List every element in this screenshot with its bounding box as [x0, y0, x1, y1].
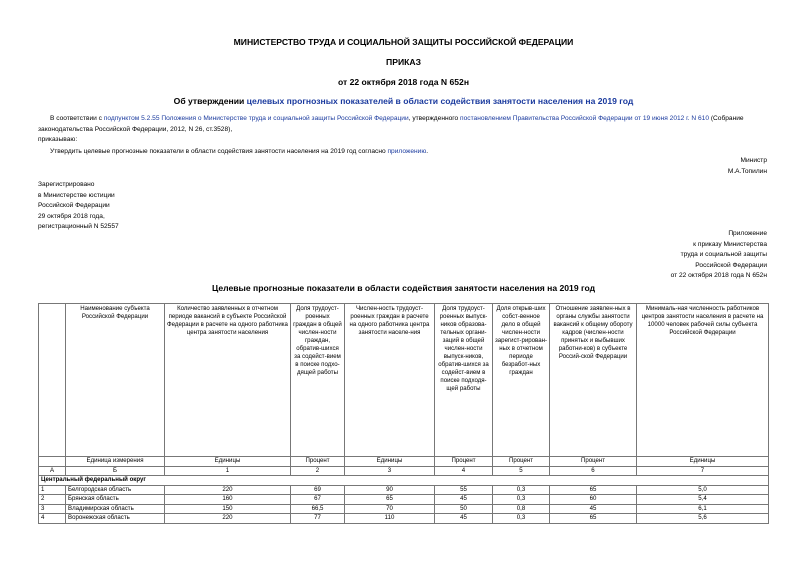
value-cell: 60 [550, 495, 637, 505]
index-row [39, 466, 769, 476]
order-heading: ПРИКАЗ [386, 57, 421, 67]
index-cell: 2 [291, 466, 345, 476]
value-cell: 69 [291, 485, 345, 495]
preamble-text-c: (Собрание законодательства Российской Федерации, 2012, N 26, ст.3528), [38, 115, 744, 133]
table-row [39, 485, 769, 495]
registration-line: Российской Федерации [38, 202, 110, 209]
value-cell: 0,8 [493, 504, 550, 514]
registration-block [38, 180, 119, 233]
unit-cell: Процент [291, 457, 345, 467]
ministry-heading: МИНИСТЕРСТВО ТРУДА И СОЦИАЛЬНОЙ ЗАЩИТЫ РОССИЙСКОЙ ФЕДЕРАЦИИ [233, 37, 574, 47]
approve-paragraph [50, 148, 428, 155]
preamble-text-a: В соответствии с [50, 115, 104, 122]
region-name: Белгородская область [66, 485, 165, 495]
unit-cell: Единица измерения [66, 457, 165, 467]
registration-line: в Министерстве юстиции [38, 191, 115, 199]
unit-cell: Единицы [165, 457, 291, 467]
unit-cell [39, 457, 66, 467]
header-cell: Наименование субъекта Российской Федерации [66, 304, 165, 457]
unit-cell: Единицы [345, 457, 435, 467]
index-cell: 7 [637, 466, 769, 476]
unit-cell: Процент [435, 457, 493, 467]
value-cell: 220 [165, 485, 291, 495]
subject-link[interactable]: целевых прогнозных показателей в области содействия занятости населения на 2019 год [246, 96, 634, 106]
header-cell [39, 304, 66, 457]
index-cell: 5 [493, 466, 550, 476]
signature-name: М.А.Топилин [727, 168, 767, 175]
value-cell: 45 [435, 514, 493, 524]
header-cell: Доля трудоуст-роенных граждан в общей числен-ности граждан, обратив-шихся за содейст-вием в поиске подхо-дящей работы [291, 304, 345, 457]
unit-cell: Единицы [637, 457, 769, 467]
index-cell: 1 [165, 466, 291, 476]
header-cell: Отношение заявлен-ных в органы службы занятости вакансий к общему обороту кадров (числен-ности принятых и выбывших работни-ков) в субъекте Россий-ской Федерации [550, 304, 637, 457]
table-row [39, 504, 769, 514]
appendix-line: Приложение [728, 230, 767, 237]
value-cell: 55 [435, 485, 493, 495]
index-cell: 6 [550, 466, 637, 476]
value-cell: 5,6 [637, 514, 769, 524]
value-cell: 70 [345, 504, 435, 514]
resolution-link[interactable]: постановлением Правительства Российской Федерации от 19 июня 2012 г. N 610 [460, 115, 710, 122]
appendix-line: от 22 октября 2018 года N 652н [670, 272, 767, 280]
value-cell: 45 [550, 504, 637, 514]
row-number: 4 [39, 514, 66, 524]
header-cell: Доля открыв-ших собст-венное дело в общей числен-ности зарегист-рирован-ных в отчетном периоде безработ-ных граждан [493, 304, 550, 457]
registration-line: 29 октября 2018 года, [38, 212, 105, 220]
table-row [39, 495, 769, 505]
appendix-line: к приказу Министерства [693, 240, 767, 248]
subject-prefix: Об утверждении [173, 96, 247, 106]
header-cell: Числен-ность трудоуст-роенных граждан в расчете на одного работника центра занятости населе-ния [345, 304, 435, 457]
value-cell: 66,5 [291, 504, 345, 514]
region-name: Воронежская область [66, 514, 165, 524]
indicators-table [38, 303, 769, 524]
value-cell: 0,3 [493, 495, 550, 505]
table-row [39, 514, 769, 524]
order-date: от 22 октября 2018 года N 652н [337, 77, 470, 87]
signature-title: Министр [740, 157, 767, 164]
value-cell: 65 [550, 514, 637, 524]
preamble-text-b: , утвержденного [408, 115, 461, 122]
value-cell: 110 [345, 514, 435, 524]
value-cell: 45 [435, 495, 493, 505]
row-number: 1 [39, 485, 66, 495]
appendix-line: труда и социальной защиты [680, 251, 767, 259]
value-cell: 220 [165, 514, 291, 524]
index-cell: Б [66, 466, 165, 476]
value-cell: 6,1 [637, 504, 769, 514]
region-name: Брянская область [66, 495, 165, 505]
index-cell: 3 [345, 466, 435, 476]
preamble-paragraph [38, 114, 768, 135]
region-name: Владимирская область [66, 504, 165, 514]
value-cell: 77 [291, 514, 345, 524]
value-cell: 65 [345, 495, 435, 505]
section-cell: Центральный федеральный округ [39, 476, 769, 486]
table-title: Целевые прогнозные показатели в области содействия занятости населения на 2019 год [211, 283, 596, 293]
header-cell: Доля трудоуст-роенных выпуск-ников образова-тельных органи-заций в общей числен-ности выпуск-ников, обратив-шихся за содейст-вием в поиске подходя-щей работы [435, 304, 493, 457]
registration-line: Зарегистрировано [38, 181, 95, 188]
row-number: 2 [39, 495, 66, 505]
unit-cell: Процент [493, 457, 550, 467]
value-cell: 0,3 [493, 514, 550, 524]
registration-line: регистрационный N 52557 [38, 223, 119, 230]
appendix-block [560, 229, 767, 282]
appendix-link[interactable]: приложению [387, 148, 427, 155]
value-cell: 67 [291, 495, 345, 505]
order-word: приказываю: [38, 136, 78, 143]
appendix-line: Российской Федерации [695, 261, 767, 269]
table-header-row [39, 304, 769, 457]
approve-dot: . [426, 148, 429, 155]
value-cell: 65 [550, 485, 637, 495]
value-cell: 5,4 [637, 495, 769, 505]
value-cell: 150 [165, 504, 291, 514]
value-cell: 0,3 [493, 485, 550, 495]
index-cell: 4 [435, 466, 493, 476]
index-cell: А [39, 466, 66, 476]
unit-cell: Процент [550, 457, 637, 467]
header-cell: Минималь-ная численность работников центров занятости населения в расчете на 10000 человек рабочей силы субъекта Российской Федерации [637, 304, 769, 457]
value-cell: 5,0 [637, 485, 769, 495]
order-subject [0, 96, 807, 106]
header-cell: Количество заявленных в отчетном периоде вакансий в субъекте Российской Федерации в расчете на одного работника центра занятости населения [165, 304, 291, 457]
approve-text: Утвердить целевые прогнозные показатели в области содействия занятости населения на 2019 год согласно [50, 148, 388, 155]
units-row [39, 457, 769, 467]
section-row [39, 476, 769, 486]
value-cell: 50 [435, 504, 493, 514]
value-cell: 90 [345, 485, 435, 495]
value-cell: 160 [165, 495, 291, 505]
subparagraph-link[interactable]: подпунктом 5.2.55 Положения о Министерстве труда и социальной защиты Российской Федерации [103, 115, 409, 122]
row-number: 3 [39, 504, 66, 514]
